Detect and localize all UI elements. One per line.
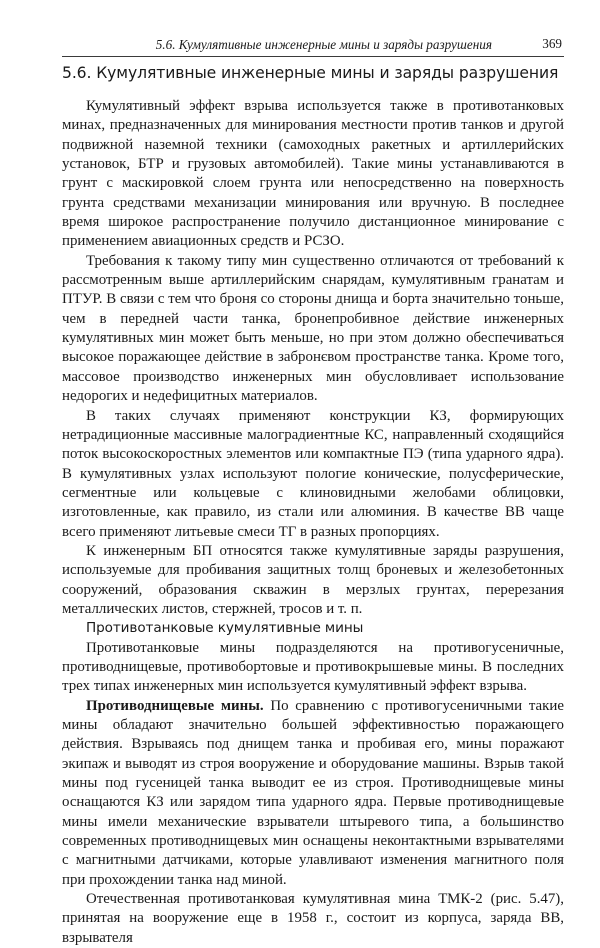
paragraph-6-text: По сравнению с противогусеничными такие мины обладают значительно большей эффективностью поражающего действия. Взрываясь под днищем танка и пробивая его, мины поражают экипаж и выводят из строя вооружение и оборудование машины. Взрыв такой мины под гусеницей танка выводит ее из строя. Противоднищевые мины оснащаются КЗ или зарядом типа ударного ядра. Первые противоднищевые мины имели механические взрыватели штыревого типа, а большинство современных противоднищевых мин оснащены неконтактными взрывателями с магнитными датчиками, которые улавливают изменения магнитного поля при прохождении танка над миной.: [62, 697, 564, 888]
run-in-heading: Противоднищевые мины.: [86, 697, 264, 714]
paragraph-1: Кумулятивный эффект взрыва используется также в противотанковых минах, предназначенных для минирования местности против танков и другой подвижной наземной техники (самоходных ракетных и артиллерийских установок, БТР и грузовых автомобилей). Такие мины устанавливаются в грунт с маскировкой слоем грунта или непосредственно на поверхность грунта средствами механизации минирования или вручную. В последнее время широкое распространение получило дистанционное минирование с применением авиационных средств и РСЗО.: [62, 98, 564, 250]
paragraph-7: Отечественная противотанковая кумулятивная мина ТМК-2 (рис. 5.47), принятая на вооружение еще в 1958 г., состоит из корпуса, заряда ВВ, взрывателя: [62, 891, 564, 946]
section-title: 5.6. Кумулятивные инженерные мины и заряды разрушения: [62, 64, 559, 82]
body-text: [62, 97, 564, 948]
paragraph-4: К инженерным БП относятся также кумулятивные заряды разрушения, используемые для пробивания защитных толщ броневых и железобетонных сооружений, образования скважин в мерзлых грунтах, перерезания металлических листов, стержней, тросов и т. п.: [62, 542, 564, 617]
paragraph-3: В таких случаях применяют конструкции КЗ, формирующих нетрадиционные массивные малоградиентные КС, направленный сходящийся поток высокоскоростных элементов или компактные ПЭ (типа ударного ядра). В кумулятивных узлах используют пологие конические, полусферические, сегментные или кольцевые с клиновидными желобами облицовки, изготовленные, как правило, из стали или алюминия. В качестве ВВ чаще всего применяют литьевые смеси ТГ в разных пропорциях.: [62, 407, 564, 540]
paragraph-2: Требования к такому типу мин существенно отличаются от требований к рассмотренным выше артиллерийским снарядам, кумулятивным гранатам и ПТУР. В связи с тем что броня со стороны днища и борта значительно тоньше, чем в передней части танка, бронепробивное действие инженерных кумулятивных мин может быть меньше, но при этом должно обеспечиваться высокое поражающее действие в забронєвом пространстве танка. Кроме того, массовое производство инженерных мин обусловливает использование недорогих и недефицитных материалов.: [62, 252, 564, 405]
page-number: 369: [542, 36, 562, 51]
running-header: [62, 36, 564, 57]
running-title: 5.6. Кумулятивные инженерные мины и заряды разрушения: [155, 37, 492, 52]
subsection-title: Противотанковые кумулятивные мины: [86, 620, 364, 637]
paragraph-6: [62, 697, 564, 890]
paragraph-5: Противотанковые мины подразделяются на противогусеничные, противоднищевые, противобортовые и противокрышевые мины. В последних трех типах инженерных мин используется кумулятивный эффект взрыва.: [62, 639, 564, 695]
